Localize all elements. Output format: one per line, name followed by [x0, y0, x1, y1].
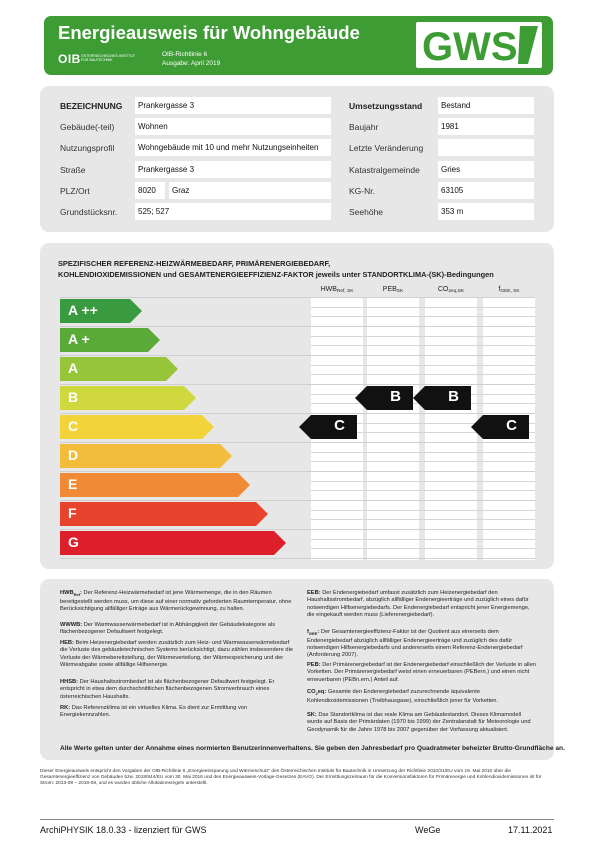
page-title: Energieausweis für Wohngebäude	[58, 22, 360, 43]
energy-class-bar	[60, 502, 268, 526]
energy-class-label: G	[68, 534, 79, 550]
grid-subline	[311, 548, 535, 549]
oib-logo-subtext: ÖSTERREICHISCHES INSTITUT FÜR BAUTECHNIK	[81, 54, 136, 63]
gws-logo-text: GWS	[422, 25, 518, 68]
info-value: Prankergasse 3	[135, 161, 331, 178]
info-value: Wohnen	[135, 118, 331, 135]
info-label: KG-Nr.	[349, 185, 375, 196]
info-value: Prankergasse 3	[135, 97, 331, 114]
oib-logo	[58, 52, 146, 70]
energy-class-label: F	[68, 505, 77, 521]
energy-scale	[40, 243, 554, 569]
grid-subline	[311, 345, 535, 346]
grid-line	[60, 500, 535, 501]
grid-subline	[311, 452, 535, 453]
richtlinie-label: OIB-Richtlinie 6	[162, 51, 208, 58]
grid-line	[60, 297, 535, 298]
def-co2: $CO_2eq$: Gesamte den Endenergiebedarf zuzurechnende äquivalente Kohlendioxidemissionen (Treibhausgase), einschließlich jener für Vorketten.	[307, 689, 499, 704]
info-value: 1981	[438, 118, 534, 135]
rating-marker	[413, 386, 471, 410]
footer-date: 17.11.2021	[508, 825, 553, 835]
grid-subline	[311, 490, 535, 491]
grid-subline	[311, 539, 535, 540]
grid-subline	[311, 461, 535, 462]
column-header: $f_{GEE, SK}$	[498, 286, 520, 294]
info-label: Katastralgemeinde	[349, 164, 420, 175]
footer-divider	[40, 819, 554, 820]
info-value	[438, 139, 534, 156]
legal-small-print: Dieser Energieausweis entspricht den Vorgaben der OIB-Richtlinie 6 „Energieeinsparung und Wärmeschutz“ des Österreichischen Instituts für Bautechnik in Umsetzung der Richtlinie 2010/31/EU vom 19. Mai 2010 über die Gesamtenergieeffizienz von Gebäuden bzw. 2018/844/EU vom 30. Mai 2018 und des Energieausweis-Vorlage-Gesetzes (EAVG). Der Ermittlungszeitraum für die Konversionsfaktoren für Primärenergie und Kohlendioxidemissionen ist für Strom: 2013-09 – 2018-08, und es wurden übliche Allokationsregeln unterstellt.	[40, 769, 542, 787]
def-rk: RK: Das Referenzklima ist ein virtuelles Klima. Es dient zur Ermittlung von Energiekennzahlen.	[60, 705, 248, 719]
rating-marker-label: B	[448, 388, 459, 405]
building-info-panel	[40, 86, 554, 232]
column-header: $CO_{2eq,SK}$	[437, 286, 465, 294]
grid-subline	[311, 365, 535, 366]
info-value: Bestand	[438, 97, 534, 114]
def-fgee: $f_{GEE}$: Der Gesamtenergieeffizienz-Faktor ist der Quotient aus einerseits dem Endenergiebedarf abzüglich allfälliger Endenergieerträge und zuzüglich des dafür notwendigen Hilfsenergiebedarfs und andererseits einem Referenz-Endenergiebedarf (Anforderung 2007).	[307, 629, 523, 659]
def-hwb: $HWB_{Ref}$: Der Referenz-Heizwärmebedarf ist jene Wärmemenge, die in den Räumen bereitgestellt werden muss, um diese auf einer normativ geforderten Raumtemperatur, ohne Berücksichtigung allfälliger Erträge aus Wärmerückgewinnung, zu halten.	[60, 590, 292, 612]
grid-line	[60, 442, 535, 443]
footnote: Alle Werte gelten unter der Annahme eines normierten Benutzerinnenverhaltens. Sie geben den Jahresbedarf pro Quadratmeter beheizter Brutto-Grundfläche an.	[60, 745, 565, 752]
richtlinie-info	[162, 51, 220, 68]
info-label: Straße	[60, 164, 86, 175]
info-label: Gebäude(-teil)	[60, 122, 115, 133]
energy-scale-panel	[40, 243, 554, 569]
grid-subline	[311, 510, 535, 511]
grid-line	[60, 413, 535, 414]
info-value: 525; 527	[135, 203, 331, 220]
grid-subline	[311, 316, 535, 317]
info-label: Seehöhe	[349, 207, 384, 217]
energy-class-bar	[60, 531, 286, 555]
rating-marker	[299, 415, 357, 439]
header-banner	[44, 16, 553, 75]
rating-marker-label: C	[334, 417, 345, 434]
info-label: Grundstücksnr.	[60, 207, 118, 217]
info-value: 8020	[135, 182, 165, 199]
energy-class-label: C	[68, 418, 79, 434]
rating-marker	[355, 386, 413, 410]
energy-class-label: E	[68, 476, 78, 492]
energy-class-bar	[60, 328, 160, 352]
grid-line	[60, 529, 535, 530]
grid-line	[60, 558, 535, 559]
grid-line	[60, 326, 535, 327]
info-value-secondary: Graz	[169, 182, 331, 199]
info-label: BEZEICHNUNG	[60, 101, 123, 111]
def-wwwb: WWWB: Der Warmwasserwärmebedarf ist in Abhängigkeit der Gebäudekategorie als flächenbezogener Defaultwert festgelegt.	[60, 622, 276, 636]
def-eeb: EEB: Der Endenergiebedarf umfasst zusätzlich zum Heizenergiebedarf den Haushaltsstrombedarf, abzüglich allfälliger Endenergieerträge und zuzüglich eines dafür notwendigen Hilfsenergiebedarfs. Der Endenergiebedarf entspricht jener Energiemenge, die eingekauft werden muss (Lieferenergiebedarf).	[307, 590, 530, 619]
energy-class-label: A +	[68, 331, 90, 347]
def-heb: HEB: Beim Heizenergiebedarf werden zusätzlich zum Heiz- und Warmwasserwärmebedarf die Verluste des gebäudetechnischen Systems berücksichtigt, dazu zählen insbesondere die Verluste der Wärmebereitstellung, der Wärmeverteilung, der Wärmespeicherung und der Wärmeabgabe sowie allfällige Hilfsenergie.	[60, 640, 294, 669]
rating-marker-label: B	[390, 388, 401, 405]
energy-heading-line1: SPEZIFISCHER REFERENZ-HEIZWÄRMEBEDARF, PRIMÄRENERGIEBEDARF,	[58, 259, 331, 268]
column-header: $HWB_{Ref, SK}$	[320, 286, 354, 294]
energy-class-label: B	[68, 389, 79, 405]
info-value: 353 m	[438, 203, 534, 220]
energy-class-bar	[60, 299, 142, 323]
grid-line	[60, 384, 535, 385]
info-label: Letzte Veränderung	[349, 143, 424, 154]
gws-logo	[416, 22, 542, 68]
energy-class-bar	[60, 444, 232, 468]
grid-subline	[311, 519, 535, 520]
ausgabe-label: Ausgabe: April 2019	[162, 59, 221, 67]
def-peb: PEB: Der Primärenergiebedarf ist der Endenergiebedarf einschließlich der Verluste in allen Vorketten. Der Primärenergiebedarf weist einen erneuerbaren (PEBern.) und einen nicht erneuerbaren (PEBn.ern.) Anteil auf.	[307, 662, 536, 683]
grid-subline	[311, 307, 535, 308]
oib-logo-text: OIB	[58, 52, 81, 66]
info-value: 63105	[438, 182, 534, 199]
def-sk: SK: Das Standortklima ist das reale Klima am Gebäudestandort. Dieses Klimamodell wurde auf Basis der Primärdaten (1970 bis 1999) der Zentralanstalt für Meteorologie und Geodynamik für die Jahre 1978 bis 2007 gegenüber der Vorfassung aktualisiert.	[307, 712, 531, 733]
energy-class-bar	[60, 415, 214, 439]
rating-marker-label: C	[506, 417, 517, 434]
grid-line	[60, 355, 535, 356]
info-label: Umsetzungsstand	[349, 101, 423, 111]
rating-marker	[471, 415, 529, 439]
grid-subline	[311, 336, 535, 337]
energy-class-bar	[60, 357, 178, 381]
grid-line	[60, 471, 535, 472]
info-label: PLZ/Ort	[60, 185, 90, 196]
energy-heading-line2: KOHLENDIOXIDEMISSIONEN und GESAMTENERGIEEFFIZIENZ-FAKTOR jeweils unter STANDORTKLIMA-(SK)-Bedingungen	[58, 270, 494, 279]
footer-author: WeGe	[415, 825, 441, 835]
column-header: $PEB_{SK}$	[382, 286, 404, 294]
energy-class-label: A ++	[68, 302, 98, 318]
energy-class-label: D	[68, 447, 79, 463]
grid-subline	[311, 374, 535, 375]
energy-class-bar	[60, 473, 250, 497]
definitions-panel	[40, 579, 565, 760]
grid-subline	[311, 481, 535, 482]
info-value: Wohngebäude mit 10 und mehr Nutzungseinheiten	[135, 139, 331, 156]
info-label: Nutzungsprofil	[60, 143, 115, 154]
info-label: Baujahr	[349, 122, 379, 133]
def-hhsb: HHSB: Der Haushaltsstrombedarf ist als flächenbezogener Defaultwert festgelegt. Er entspricht in etwa dem durchschnittlichen flächenbezogenen Stromverbrauch eines österreichischen Haushalts.	[60, 679, 275, 700]
energy-class-label: A	[68, 360, 79, 376]
energy-class-bar	[60, 386, 196, 410]
info-value: Gries	[438, 161, 534, 178]
footer-software: ArchiPHYSIK 18.0.33 - lizenziert für GWS	[40, 825, 207, 835]
